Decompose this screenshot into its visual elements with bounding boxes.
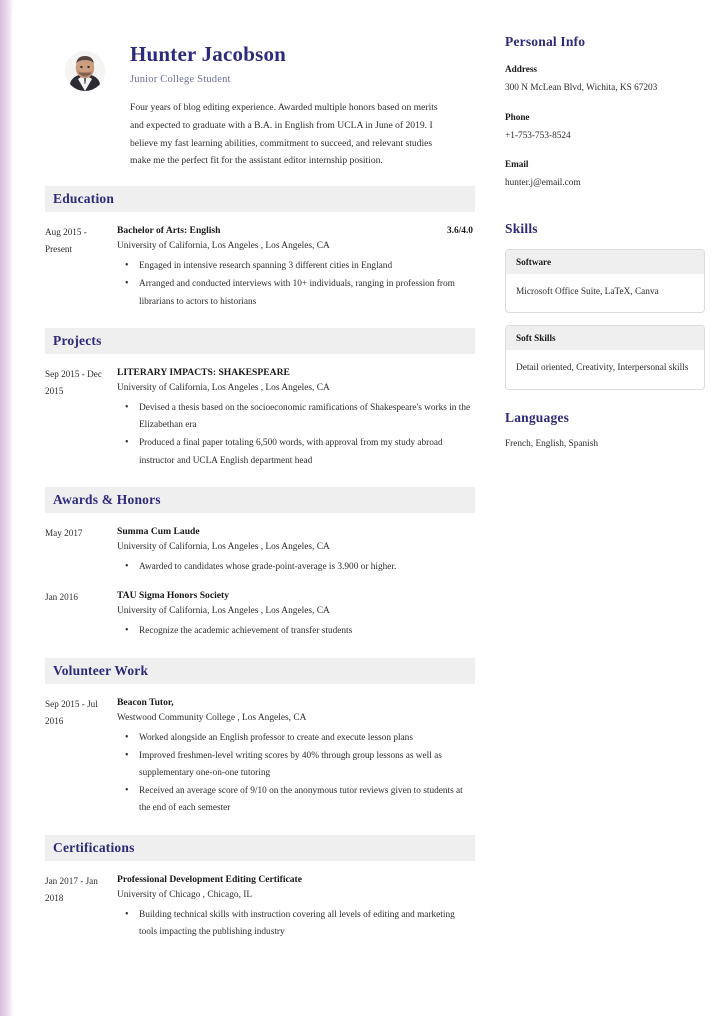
section-education: [45, 186, 475, 312]
page-title: Hunter Jacobson: [130, 42, 287, 66]
section-title: Projects: [53, 332, 102, 348]
list-item: • Recognize the academic achievement of transfer students: [117, 623, 475, 640]
entry-headrow: [117, 223, 475, 238]
entry-title: Summa Cum Laude: [117, 525, 200, 537]
entry-headrow: [117, 365, 475, 380]
list-item: • Awarded to candidates whose grade-point-average is 3.900 or higher.: [117, 559, 475, 576]
entry: [45, 695, 475, 819]
personal-info-label-phone: Phone: [505, 111, 530, 122]
avatar: [65, 51, 105, 91]
entry-bullets: [117, 559, 475, 576]
entry-body: [113, 872, 475, 943]
resume-sheet: [45, 34, 705, 994]
list-item: • Worked alongside an English professor to create and execute lesson plans: [117, 730, 475, 747]
entry-bullets: [117, 907, 475, 941]
entry-title: Professional Development Editing Certificate: [117, 873, 303, 885]
entry-dates: Sep 2015 - Dec 2015: [45, 368, 102, 396]
entry-title: Bachelor of Arts: English: [117, 225, 221, 237]
entry-bullets: [117, 623, 475, 640]
entry-dates: Aug 2015 - Present: [45, 227, 87, 255]
languages-value: French, English, Spanish: [505, 438, 598, 449]
section-header-projects: [45, 328, 475, 354]
resume-header: [45, 34, 475, 170]
skill-card-value: Detail oriented, Creativity, Interpersonal skills: [516, 363, 689, 374]
entry: [45, 588, 475, 641]
entry-body: [113, 223, 475, 312]
entry-dates: Jan 2017 - Jan 2018: [45, 875, 98, 903]
entry-org: University of Chicago , Chicago, IL: [117, 890, 253, 901]
skill-card-heading: Software: [506, 250, 704, 274]
personal-info-value-phone: +1-753-753-8524: [505, 130, 571, 141]
summary-text: Four years of blog editing experience. Awarded multiple honors based on merits and expected to graduate with a B.A. in English from UCLA in June of 2019. I believe my fast learning abilities, commitment to succeed, and relevant studies make me the perfect fit for the assistant editor internship position.: [130, 102, 438, 167]
entry-score: 3.6/4.0: [446, 226, 473, 237]
entry-body: [113, 695, 475, 819]
skill-card-heading: Soft Skills: [506, 326, 704, 350]
entry-bullets: [117, 258, 475, 311]
list-item: • Arranged and conducted interviews with 10+ individuals, ranging in profession from librarians to actors to historians: [117, 276, 475, 310]
entry-title: TAU Sigma Honors Society: [117, 590, 230, 602]
entry-dates: Jan 2016: [45, 592, 78, 603]
section-certifications: [45, 835, 475, 943]
entry-bullets: [117, 400, 475, 470]
section-header-certifications: [45, 835, 475, 861]
entry-org: University of California, Los Angeles , Los Angeles, CA: [117, 241, 330, 252]
entry-dates: May 2017: [45, 527, 83, 538]
sidebar-languages: [505, 410, 705, 454]
entry-org: Westwood Community College , Los Angeles, CA: [117, 712, 307, 723]
list-item: • Devised a thesis based on the socioeconomic ramifications of Shakespeare's works in the Elizabethan era: [117, 400, 475, 434]
sidebar-personal-info: [505, 34, 705, 193]
list-item: • Building technical skills with instruction covering all levels of editing and marketing tools impacting the publishing industry: [117, 907, 475, 941]
skill-card-soft-skills: [505, 325, 705, 389]
sidebar-title-languages: Languages: [505, 409, 570, 425]
personal-info-label-address: Address: [505, 64, 537, 74]
entry-body: [113, 365, 475, 471]
section-title: Awards & Honors: [53, 491, 161, 507]
entry-title: Beacon Tutor,: [117, 696, 174, 708]
skill-card-software: [505, 249, 705, 313]
entry-dates: Sep 2015 - Jul 2016: [45, 698, 98, 726]
entry-bullets: [117, 730, 475, 818]
entry: [45, 872, 475, 943]
section-title: Certifications: [53, 839, 135, 855]
list-item: • Engaged in intensive research spanning 3 different cities in England: [117, 258, 475, 275]
sidebar-skills: [505, 221, 705, 390]
section-header-awards-honors: [45, 487, 475, 513]
profile-photo-icon: [65, 51, 105, 91]
entry-headrow: [117, 524, 475, 539]
resume-page: [12, 10, 708, 1001]
section-title: Volunteer Work: [53, 662, 149, 678]
sidebar-title-skills: Skills: [505, 220, 538, 236]
job-title: Junior College Student: [130, 74, 231, 86]
entry-body: [113, 524, 475, 577]
section-title: Education: [53, 191, 115, 207]
sidebar-column: [505, 34, 705, 994]
entry-title: LITERARY IMPACTS: SHAKESPEARE: [117, 366, 290, 378]
section-header-education: [45, 186, 475, 212]
section-header-volunteer-work: [45, 658, 475, 684]
list-item: • Produced a final paper totaling 6,500 words, with approval from my study abroad instructor and UCLA English department head: [117, 435, 475, 469]
section-awards-honors: [45, 487, 475, 642]
list-item: • Improved freshmen-level writing scores by 40% through group lessons as well as supplementary one-on-one tutoring: [117, 748, 475, 782]
skill-card-value: Microsoft Office Suite, LaTeX, Canva: [516, 286, 659, 297]
main-column: [45, 34, 475, 994]
entry-headrow: [117, 695, 475, 710]
personal-info-value-address: 300 N McLean Blvd, Wichita, KS 67203: [505, 83, 658, 93]
personal-info-value-email: hunter.j@email.com: [505, 178, 581, 189]
sidebar-title-personal-info: Personal Info: [505, 34, 586, 49]
entry: [45, 223, 475, 312]
header-text-block: [130, 43, 475, 170]
entry-body: [113, 588, 475, 641]
entry: [45, 365, 475, 471]
entry: [45, 524, 475, 577]
sidebar-spacer: [505, 195, 705, 221]
section-volunteer-work: [45, 658, 475, 819]
personal-info-label-email: Email: [505, 159, 529, 170]
entry-org: University of California, Los Angeles , Los Angeles, CA: [117, 542, 330, 553]
entry-org: University of California, Los Angeles , Los Angeles, CA: [117, 383, 330, 394]
entry-headrow: [117, 588, 475, 603]
entry-headrow: [117, 872, 475, 887]
section-projects: [45, 328, 475, 471]
entry-org: University of California, Los Angeles , Los Angeles, CA: [117, 606, 330, 617]
sidebar-spacer: [505, 392, 705, 410]
list-item: • Received an average score of 9/10 on the anonymous tutor reviews given to students at the end of each semester: [117, 783, 475, 817]
